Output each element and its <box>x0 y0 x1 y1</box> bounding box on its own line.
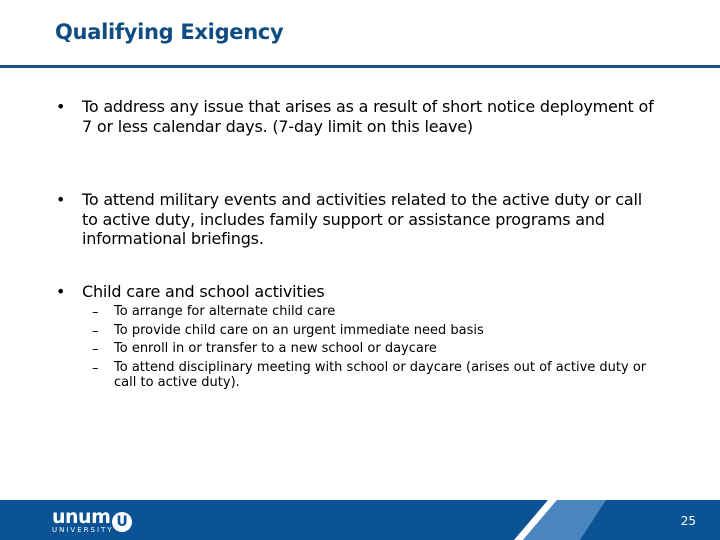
bullet-item <box>56 97 656 136</box>
sub-bullet-item <box>92 360 652 390</box>
page-number: 25 <box>680 514 696 528</box>
bullet-item <box>56 190 656 249</box>
sub-bullet-text: To enroll in or transfer to a new school or daycare <box>114 341 437 356</box>
sub-bullet-text: To attend disciplinary meeting with school or daycare (arises out of active duty or call to active duty). <box>114 359 647 390</box>
bullet-text: To address any issue that arises as a result of short notice deployment of 7 or less calendar days. (7-day limit on this leave) <box>82 97 654 136</box>
logo-wordmark: unum <box>52 506 111 528</box>
dash-marker: – <box>92 342 99 357</box>
bullet-marker: • <box>56 282 66 301</box>
bullet-text: To attend military events and activities related to the active duty or call to active duty, includes family support or assistance programs and informational briefings. <box>82 190 643 248</box>
bullet-item <box>56 282 656 302</box>
sub-bullet-text: To provide child care on an urgent immediate need basis <box>114 322 484 338</box>
sub-bullet-item <box>92 304 652 319</box>
dash-marker: – <box>92 323 99 339</box>
title-divider <box>0 65 720 68</box>
sub-bullet-item <box>92 341 652 356</box>
bullet-marker: • <box>56 97 66 116</box>
logo-badge-icon: U <box>112 512 132 532</box>
sub-bullet-list <box>92 304 652 393</box>
sub-bullet-item <box>92 323 652 338</box>
unum-university-logo <box>52 506 128 534</box>
dash-marker: – <box>92 360 99 376</box>
bullet-text: Child care and school activities <box>82 282 325 301</box>
dash-marker: – <box>92 305 99 320</box>
bullet-marker: • <box>56 190 66 209</box>
sub-bullet-text: To arrange for alternate child care <box>114 304 336 319</box>
slide-title: Qualifying Exigency <box>55 20 284 44</box>
logo-subtitle: UNIVERSITY <box>52 526 114 534</box>
